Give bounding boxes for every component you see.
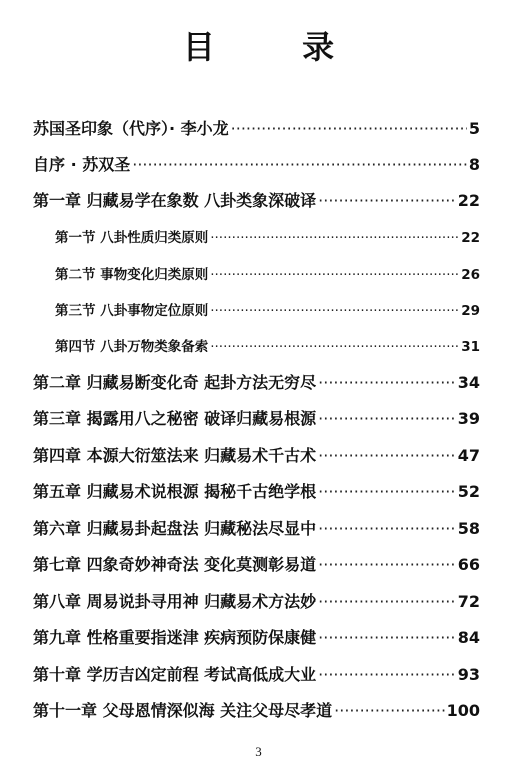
- toc-entry-label: 第十章 学历吉凶定前程 考试高低成大业: [33, 665, 317, 684]
- toc-section-entry[interactable]: [55, 263, 480, 283]
- toc-entry[interactable]: [33, 516, 480, 539]
- toc-entry-label: 第九章 性格重要指迷津 疾病预防保康健: [33, 628, 317, 647]
- toc-entry-page: 52: [457, 482, 480, 501]
- toc-entry-page: 29: [461, 303, 480, 319]
- dot-leader: [318, 665, 456, 684]
- toc-entry-label: 第六章 归藏易卦起盘法 归藏秘法尽显中: [33, 519, 317, 538]
- toc-entry-label: 第三章 揭露用八之秘密 破译归藏易根源: [33, 409, 317, 428]
- toc-entry-page: 34: [457, 373, 480, 392]
- toc-entry-label: 第七章 四象奇妙神奇法 变化莫测彰易道: [33, 555, 317, 574]
- toc-entry-page: 8: [468, 155, 480, 174]
- dot-leader: [318, 519, 456, 538]
- dot-leader: [210, 230, 459, 246]
- toc-entry-page: 66: [457, 555, 480, 574]
- toc-entry-page: 84: [457, 628, 480, 647]
- page-title: 目 录: [182, 28, 373, 66]
- toc-entry-page: 93: [457, 665, 480, 684]
- dot-leader: [318, 191, 456, 210]
- toc-entry[interactable]: [33, 116, 480, 139]
- dot-leader: [318, 555, 456, 574]
- dot-leader: [318, 482, 456, 501]
- toc-entry-page: 39: [457, 409, 480, 428]
- toc-entry-label: 第八章 周易说卦寻用神 归藏易术方法妙: [33, 592, 317, 611]
- toc-entry-label: 自序 · 苏双圣: [33, 155, 131, 174]
- toc-entry[interactable]: [33, 479, 480, 502]
- toc-entry-label: 第四章 本源大衍筮法来 归藏易术千古术: [33, 446, 317, 465]
- toc-entry-label: 第一节 八卦性质归类原则: [55, 230, 209, 246]
- toc-entry-label: 第十一章 父母恩情深似海 关注父母尽孝道: [33, 701, 333, 720]
- toc-entry-page: 31: [461, 339, 480, 355]
- toc-entry[interactable]: [33, 662, 480, 685]
- toc-entry[interactable]: [33, 443, 480, 466]
- toc-section-entry[interactable]: [55, 299, 480, 319]
- toc-entry-label: 第五章 归藏易术说根源 揭秘千古绝学根: [33, 482, 317, 501]
- dot-leader: [318, 592, 456, 611]
- toc-entry[interactable]: [33, 188, 480, 211]
- dot-leader: [334, 701, 444, 720]
- toc-entry-label: 第二节 事物变化归类原则: [55, 267, 209, 283]
- dot-leader: [210, 339, 459, 355]
- toc-entry-label: 第三节 八卦事物定位原则: [55, 303, 209, 319]
- dot-leader: [318, 373, 456, 392]
- dot-leader: [132, 155, 467, 174]
- toc-entry[interactable]: [33, 589, 480, 612]
- toc-entry-page: 22: [461, 230, 480, 246]
- toc-section-entry[interactable]: [55, 226, 480, 246]
- toc-entry-label: 第四节 八卦万物类象备索: [55, 339, 209, 355]
- toc-entry-page: 58: [457, 519, 480, 538]
- dot-leader: [318, 628, 456, 647]
- toc-entry-label: 苏国圣印象（代序）· 李小龙: [33, 119, 229, 138]
- toc-entry-page: 47: [457, 446, 480, 465]
- toc-section-entry[interactable]: [55, 335, 480, 355]
- toc-entry[interactable]: [33, 552, 480, 575]
- page-number: 3: [255, 744, 262, 759]
- toc-entry-page: 26: [461, 267, 480, 283]
- toc-entry[interactable]: [33, 406, 480, 429]
- toc-entry[interactable]: [33, 152, 480, 175]
- dot-leader: [318, 446, 456, 465]
- toc-entry-label: 第二章 归藏易断变化奇 起卦方法无穷尽: [33, 373, 317, 392]
- dot-leader: [318, 409, 456, 428]
- toc-entry[interactable]: [33, 698, 480, 721]
- dot-leader: [231, 119, 467, 138]
- toc-entry-page: 5: [468, 119, 480, 138]
- toc-entry-page: 22: [457, 191, 480, 210]
- toc-entry-page: 100: [446, 701, 480, 720]
- toc-entry-label: 第一章 归藏易学在象数 八卦类象深破译: [33, 191, 317, 210]
- dot-leader: [210, 303, 459, 319]
- toc-entry[interactable]: [33, 370, 480, 393]
- toc-entry[interactable]: [33, 625, 480, 648]
- dot-leader: [210, 267, 459, 283]
- toc-entry-page: 72: [457, 592, 480, 611]
